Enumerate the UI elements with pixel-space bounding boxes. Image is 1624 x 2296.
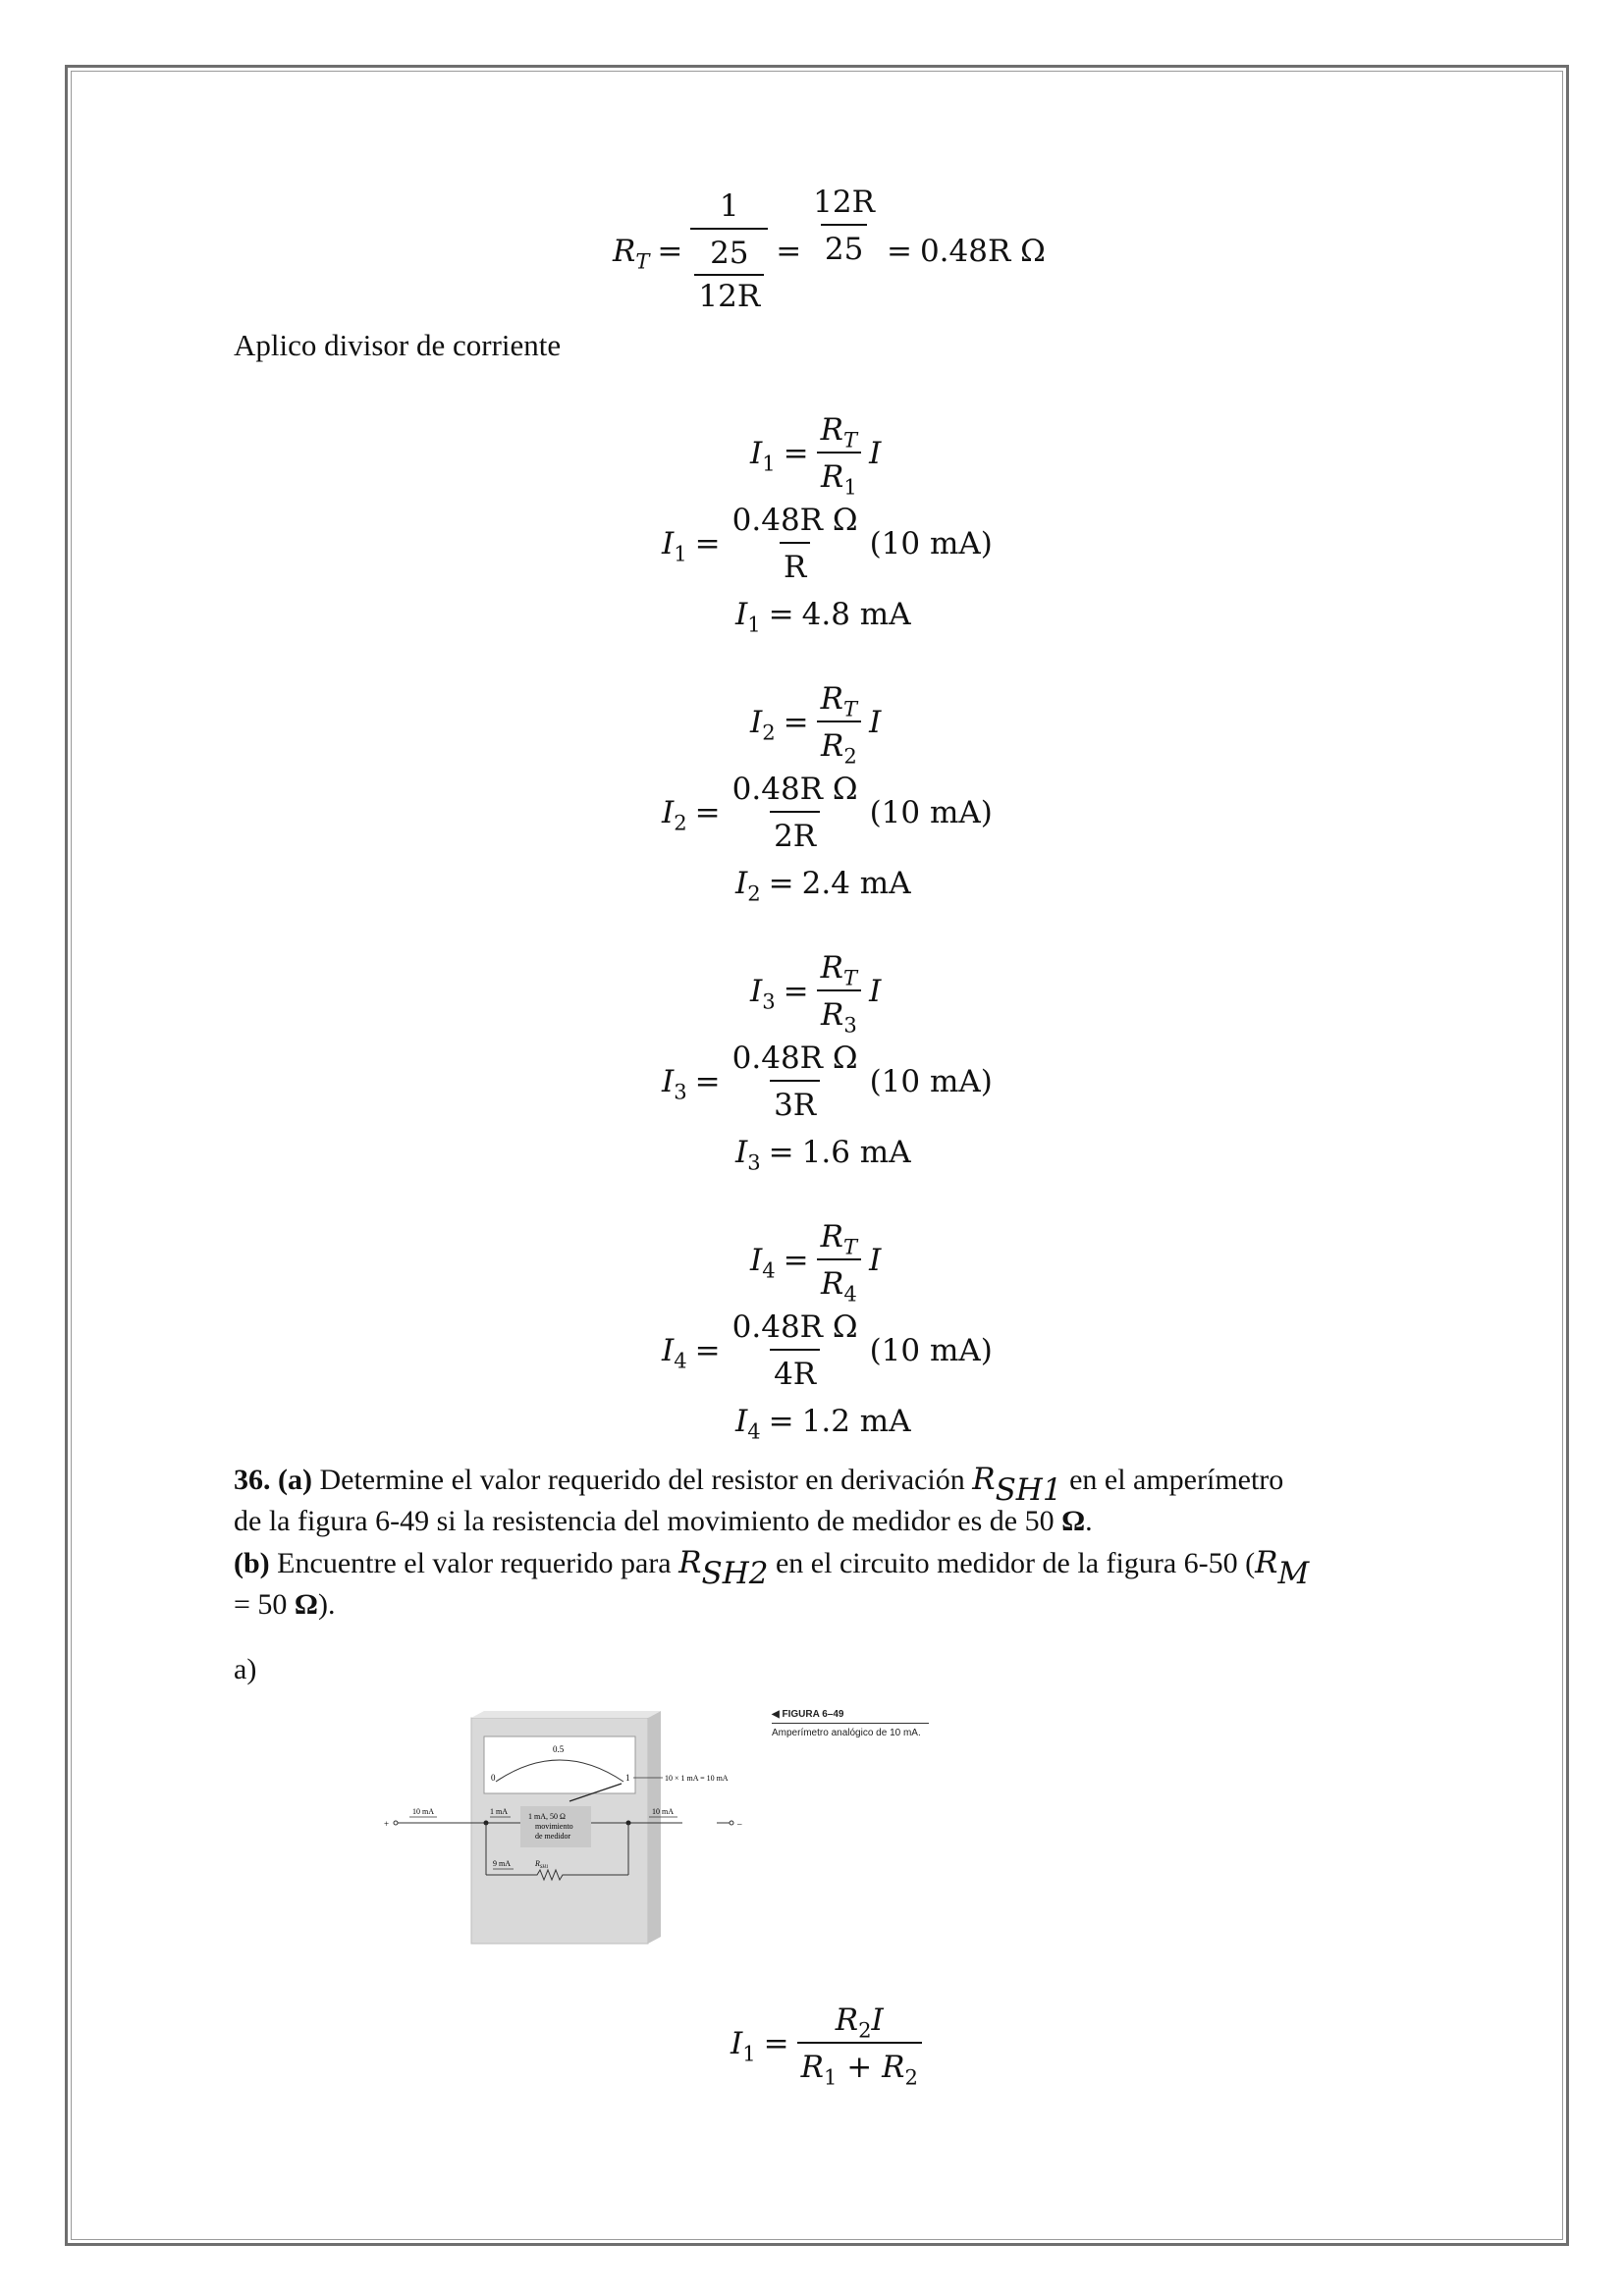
current-substitution: $I_2$ = $\frac{\text{0.48R Ω}}{2R}$ (10 mA) xyxy=(662,772,993,854)
final-equation: $I_1$ = $\frac{R_2I}{R_1 + R_2}$ xyxy=(727,2002,926,2085)
multiplier-text: 10 × 1 mA = 10 mA xyxy=(665,1774,729,1783)
rt-equation: $R_T$ = 1 25 12R = $\frac{12R}{25}$ = 0.48R Ω xyxy=(613,185,1046,314)
current-substitution: $I_4$ = $\frac{\text{0.48R Ω}}{4R}$ (10 mA) xyxy=(662,1309,993,1392)
minus-label: – xyxy=(737,1819,742,1829)
current-result: $I_4$ = 1.2 mA xyxy=(735,1404,911,1444)
plus-terminal xyxy=(394,1821,398,1825)
current-formula: $I_1$ = $\frac{R_T}{R_1}$ I xyxy=(750,412,882,500)
current-result: $I_2$ = 2.4 mA xyxy=(735,866,911,906)
divider-text: Aplico divisor de corriente xyxy=(234,328,562,362)
plus-label: + xyxy=(384,1819,390,1829)
minus-terminal xyxy=(730,1821,733,1825)
out-current-label: 10 mA xyxy=(652,1807,674,1816)
scale-mid: 0.5 xyxy=(553,1744,565,1754)
figure-6-49 xyxy=(384,1703,938,1953)
current-formula: $I_2$ = $\frac{R_T}{R_2}$ I xyxy=(750,681,882,769)
meter-case-top xyxy=(471,1711,661,1718)
current-formula: $I_3$ = $\frac{R_T}{R_3}$ I xyxy=(750,950,882,1038)
scale-zero: 0 xyxy=(491,1773,496,1783)
current-result: $I_1$ = 4.8 mA xyxy=(735,597,911,637)
meter-label-2: movimiento xyxy=(535,1822,573,1831)
current-formula: $I_4$ = $\frac{R_T}{R_4}$ I xyxy=(750,1219,882,1307)
sub-question-a: a) xyxy=(234,1653,257,1685)
meter-label-1: 1 mA, 50 Ω xyxy=(528,1812,566,1821)
problem-36: 36. (a) Determine el valor requerido del resistor en derivación $R_{SH1}$ en el amperímetro de la figura 6-49 si la resistencia del movimiento de medidor es de 50 Ω. (b) Encuentre el valor requerido para $R_{SH2}$ en el circuito medidor de la figura 6-50 ($R_M$ = 50 Ω). xyxy=(234,1462,1310,1621)
meter-case-side xyxy=(648,1711,661,1944)
wire-gap xyxy=(682,1818,717,1828)
scale-one: 1 xyxy=(625,1773,630,1783)
meter-label-3: de medidor xyxy=(535,1832,571,1841)
in-current-label: 10 mA xyxy=(412,1807,434,1816)
shunt-label: $R_{SH1}$ xyxy=(535,1859,549,1870)
meter-current-label: 1 mA xyxy=(490,1807,508,1816)
current-result: $I_3$ = 1.6 mA xyxy=(735,1135,911,1175)
current-substitution: $I_1$ = $\frac{\text{0.48R Ω}}{R}$ (10 mA) xyxy=(662,503,993,585)
shunt-current-label: 9 mA xyxy=(493,1859,511,1868)
current-substitution: $I_3$ = $\frac{\text{0.48R Ω}}{3R}$ (10 mA) xyxy=(662,1041,993,1123)
ammeter-diagram xyxy=(384,1703,938,1953)
figure-caption: ◀ FIGURA 6–49 Amperímetro analógico de 10 mA. xyxy=(772,1708,929,1739)
